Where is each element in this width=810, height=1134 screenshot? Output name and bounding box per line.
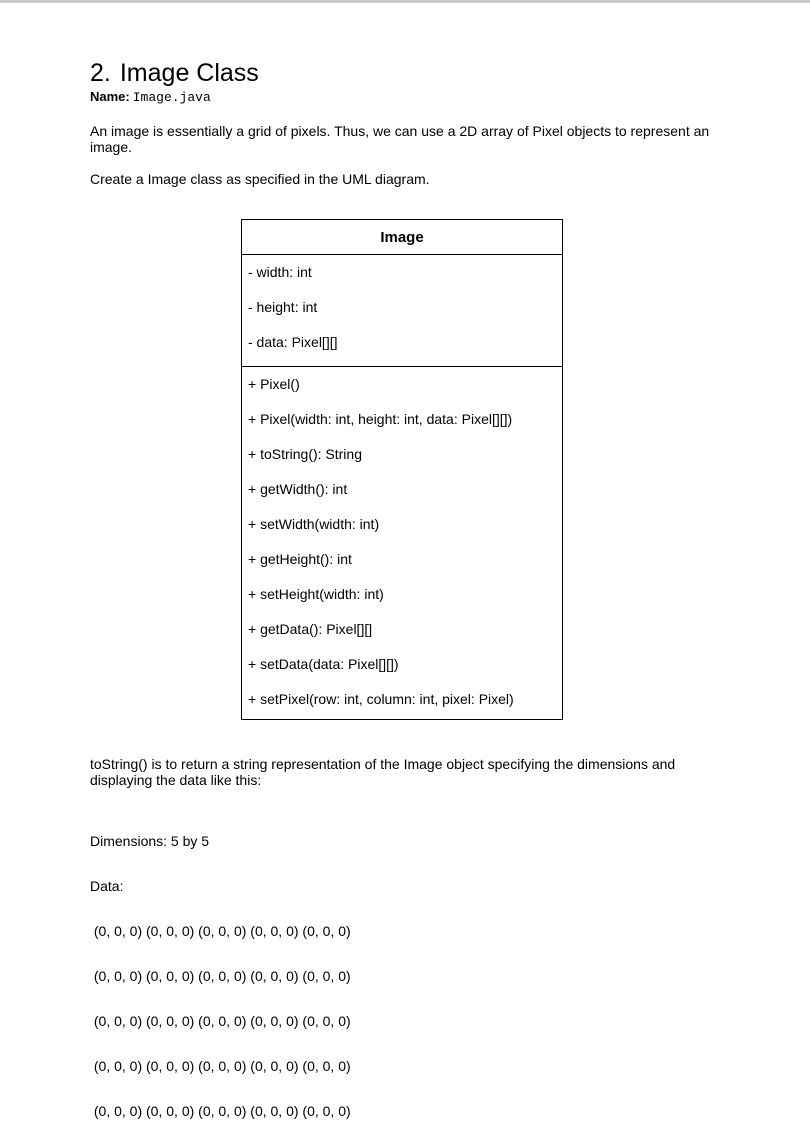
example-output <box>90 804 351 1134</box>
uml-method: + Pixel(width: int, height: int, data: Pixel[][]) <box>248 411 513 427</box>
uml-method: + getHeight(): int <box>248 551 352 567</box>
uml-method: + setPixel(row: int, column: int, pixel: Pixel) <box>248 691 514 707</box>
data-row: (0, 0, 0) (0, 0, 0) (0, 0, 0) (0, 0, 0) (0, 0, 0) <box>90 1103 351 1119</box>
data-row: (0, 0, 0) (0, 0, 0) (0, 0, 0) (0, 0, 0) (0, 0, 0) <box>90 1013 351 1029</box>
file-name-line <box>90 88 211 107</box>
file-name: Image.java <box>132 90 211 105</box>
uml-methods <box>242 367 562 719</box>
data-row: (0, 0, 0) (0, 0, 0) (0, 0, 0) (0, 0, 0) (0, 0, 0) <box>90 923 351 939</box>
uml-class-name: Image <box>242 220 562 255</box>
intro-paragraph: An image is essentially a grid of pixels. Thus, we can use a 2D array of Pixel objects to represent an image. <box>90 123 710 155</box>
uml-method: + getWidth(): int <box>248 481 348 497</box>
uml-attribute: - height: int <box>248 299 318 315</box>
top-divider <box>0 0 810 3</box>
section-number: 2. <box>90 59 111 87</box>
uml-method: + setHeight(width: int) <box>248 586 384 602</box>
data-label: Data: <box>90 878 124 894</box>
uml-attribute: - data: Pixel[][] <box>248 334 338 350</box>
uml-method: + setWidth(width: int) <box>248 516 380 532</box>
instruction-paragraph: Create a Image class as specified in the UML diagram. <box>90 171 430 187</box>
uml-attribute: - width: int <box>248 264 312 280</box>
dimensions-line: Dimensions: 5 by 5 <box>90 833 210 849</box>
section-title: Image Class <box>119 59 259 87</box>
name-label: Name: <box>90 89 130 104</box>
uml-method: + getData(): Pixel[][] <box>248 621 373 637</box>
uml-method: + Pixel() <box>248 376 300 392</box>
uml-class-diagram <box>241 219 563 720</box>
uml-attributes <box>242 255 562 367</box>
data-row: (0, 0, 0) (0, 0, 0) (0, 0, 0) (0, 0, 0) (0, 0, 0) <box>90 968 351 984</box>
uml-method: + toString(): String <box>248 446 362 462</box>
section-heading <box>90 56 259 90</box>
tostring-description: toString() is to return a string representation of the Image object specifying the dimensions and displaying the data like this: <box>90 756 676 788</box>
data-row: (0, 0, 0) (0, 0, 0) (0, 0, 0) (0, 0, 0) (0, 0, 0) <box>90 1058 351 1074</box>
uml-method: + setData(data: Pixel[][]) <box>248 656 399 672</box>
